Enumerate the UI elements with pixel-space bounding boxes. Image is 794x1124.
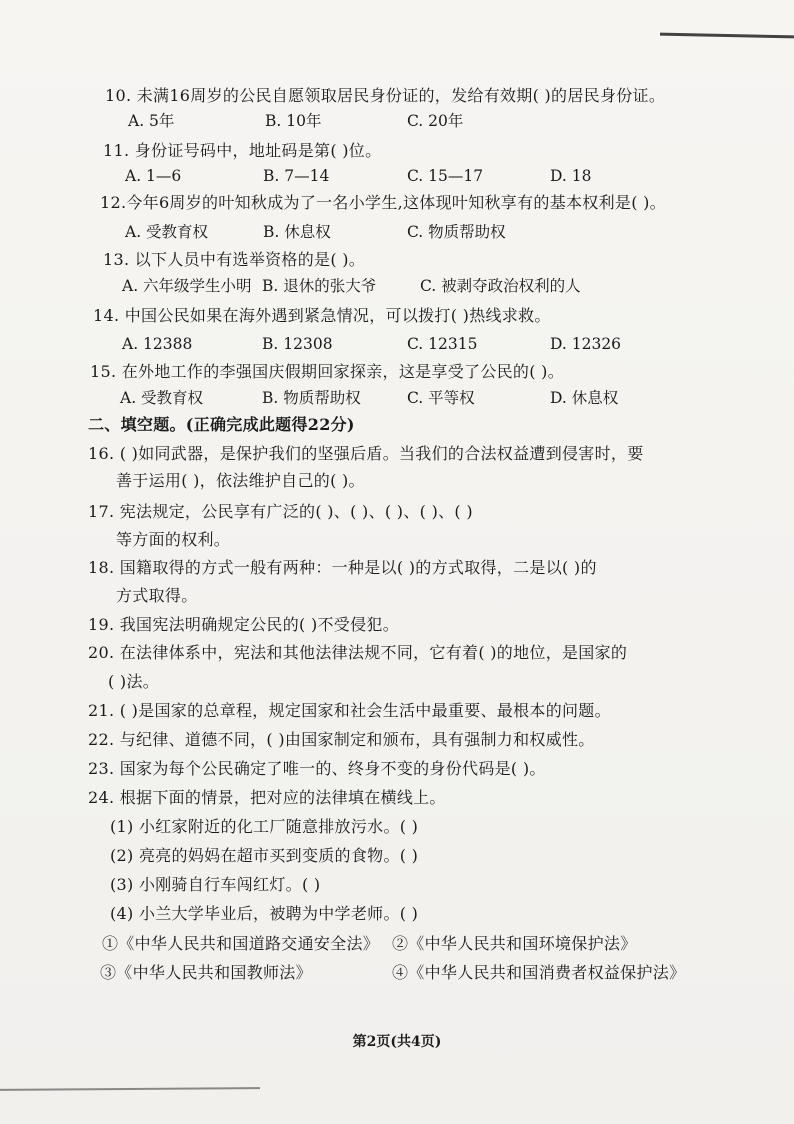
option-d: D. 12326 — [550, 335, 622, 353]
question-15-options — [0, 388, 794, 408]
option-a: A. 受教育权 — [120, 389, 204, 407]
question-14-options — [0, 334, 794, 354]
law-option-4: ④《中华人民共和国消费者权益保护法》 — [392, 963, 686, 982]
option-d: D. 休息权 — [550, 389, 619, 407]
question-12: 12.今年6周岁的叶知秋成为了一名小学生,这体现叶知秋享有的基本权利是( )。 — [100, 193, 666, 212]
question-10: 10. 未满16周岁的公民自愿领取居民身份证的，发给有效期( )的居民身份证。 — [105, 86, 666, 105]
question-18-line-1: 18. 国籍取得的方式一般有两种：一种是以( )的方式取得，二是以( )的 — [88, 558, 597, 577]
question-21: 21. ( )是国家的总章程，规定国家和社会生活中最重要、最根本的问题。 — [88, 701, 611, 720]
question-10-options — [0, 111, 794, 131]
question-14: 14. 中国公民如果在海外遇到紧急情况，可以拨打( )热线求救。 — [93, 306, 551, 325]
law-option-3: ③《中华人民共和国教师法》 — [100, 963, 312, 982]
question-24-item-3: (3) 小刚骑自行车闯红灯。( ) — [110, 875, 321, 894]
question-11-options — [0, 166, 794, 186]
scan-edge-mark — [0, 1087, 260, 1091]
question-20-line-1: 20. 在法律体系中，宪法和其他法律法规不同，它有着( )的地位，是国家的 — [88, 643, 628, 662]
question-24: 24. 根据下面的情景，把对应的法律填在横线上。 — [88, 788, 446, 807]
question-16-line-1: 16. ( )如同武器，是保护我们的坚强后盾。当我们的合法权益遭到侵害时，要 — [88, 444, 644, 463]
question-23: 23. 国家为每个公民确定了唯一的、终身不变的身份代码是( )。 — [88, 759, 546, 778]
question-13-options — [0, 276, 794, 296]
option-c: C. 物质帮助权 — [407, 223, 506, 241]
section-2-title: 二、填空题。(正确完成此题得22分) — [88, 415, 355, 434]
question-22: 22. 与纪律、道德不同，( )由国家制定和颁布，具有强制力和权威性。 — [88, 730, 595, 749]
option-b: B. 物质帮助权 — [262, 389, 361, 407]
option-b: B. 10年 — [265, 112, 322, 130]
question-17-line-2: 等方面的权利。 — [116, 530, 231, 549]
question-15: 15. 在外地工作的李强国庆假期回家探亲，这是享受了公民的( )。 — [90, 362, 565, 381]
option-b: B. 12308 — [262, 335, 333, 353]
question-11: 11. 身份证号码中，地址码是第( )位。 — [103, 141, 382, 160]
option-c: C. 被剥夺政治权利的人 — [420, 277, 581, 295]
question-24-item-2: (2) 亮亮的妈妈在超市买到变质的食物。( ) — [110, 846, 419, 865]
question-20-line-2: ( )法。 — [108, 672, 160, 691]
question-18-line-2: 方式取得。 — [116, 586, 198, 605]
option-c: C. 15—17 — [407, 167, 484, 185]
question-16-line-2: 善于运用( )，依法维护自己的( )。 — [116, 471, 365, 490]
option-a: A. 12388 — [122, 335, 193, 353]
scan-edge-mark — [660, 33, 794, 39]
option-b: B. 休息权 — [263, 223, 331, 241]
option-a: A. 受教育权 — [125, 223, 209, 241]
question-17-line-1: 17. 宪法规定，公民享有广泛的( )、( )、( )、( )、( ) — [88, 502, 473, 521]
option-c: C. 20年 — [407, 112, 464, 130]
question-19: 19. 我国宪法明确规定公民的( )不受侵犯。 — [88, 615, 400, 634]
question-13: 13. 以下人员中有选举资格的是( )。 — [103, 250, 366, 269]
option-a: A. 5年 — [128, 112, 175, 130]
option-d: D. 18 — [550, 167, 592, 185]
option-c: C. 平等权 — [407, 389, 475, 407]
option-c: C. 12315 — [407, 335, 478, 353]
law-option-1: ①《中华人民共和国道路交通安全法》 — [102, 934, 380, 953]
question-24-item-4: (4) 小兰大学毕业后，被聘为中学老师。( ) — [110, 904, 419, 923]
page-footer: 第2页(共4页) — [352, 1034, 442, 1050]
question-12-options — [0, 222, 794, 242]
law-option-2: ②《中华人民共和国环境保护法》 — [392, 934, 637, 953]
option-b: B. 7—14 — [263, 167, 330, 185]
option-a: A. 六年级学生小明 — [122, 277, 252, 295]
question-24-item-1: (1) 小红家附近的化工厂随意排放污水。( ) — [110, 817, 419, 836]
option-a: A. 1—6 — [125, 167, 182, 185]
option-b: B. 退休的张大爷 — [262, 277, 377, 295]
